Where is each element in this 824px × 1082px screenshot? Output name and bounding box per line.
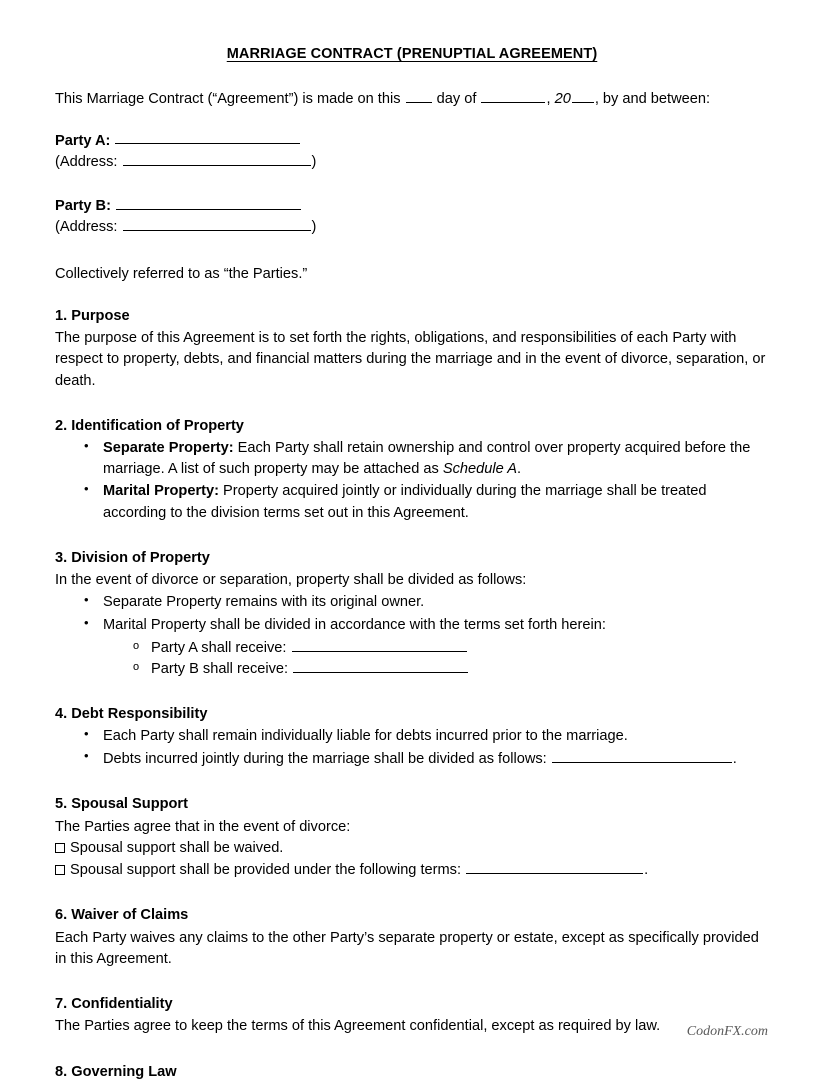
section-identification-of-property — [55, 416, 769, 524]
section-heading-4: 4. Debt Responsibility — [55, 705, 208, 722]
section-heading-1: 1. Purpose — [55, 307, 130, 324]
party-b-block — [55, 195, 769, 238]
list-item — [55, 658, 769, 680]
checkbox-icon[interactable] — [55, 865, 65, 875]
party-b-name-field[interactable] — [116, 195, 301, 210]
spousal-support-terms-label: Spousal support shall be provided under the following terms: — [70, 862, 462, 879]
section-body-1: The purpose of this Agreement is to set forth the rights, obligations, and responsibilities of each Party with respect to property, debts, and financial matters during the marriage and in the event of divorce, separation, or death. — [55, 330, 766, 389]
intro-text-part1: This Marriage Contract (“Agreement”) is made on this — [55, 90, 401, 107]
intro-paragraph — [55, 88, 769, 110]
section-body-6: Each Party waives any claims to the other Party’s separate property or estate, except as specifically provided in this Agreement. — [55, 929, 759, 967]
collective-statement: Collectively referred to as “the Parties.” — [55, 265, 308, 282]
list-item: • Separate Property remains with its original owner. — [55, 592, 769, 613]
section-spousal-support — [55, 794, 769, 881]
party-b-address-close: ) — [311, 219, 317, 236]
checkbox-icon[interactable] — [55, 843, 65, 853]
party-a-receive-field[interactable] — [292, 637, 467, 652]
section-heading-3: 3. Division of Property — [55, 549, 210, 566]
party-a-address-close: ) — [311, 153, 317, 170]
spousal-support-terms-period: . — [644, 862, 649, 879]
list-item — [55, 438, 769, 480]
page-title: MARRIAGE CONTRACT (PRENUPTIAL AGREEMENT) — [226, 46, 598, 62]
section-confidentiality — [55, 994, 769, 1038]
bullet-text-marital-property: Property acquired jointly or individually during the marriage shall be treated according to the division terms set out in this Agreement. — [103, 483, 707, 521]
section-heading-2: 2. Identification of Property — [55, 417, 244, 434]
party-a-name-field[interactable] — [115, 130, 300, 145]
spousal-support-terms-option[interactable] — [55, 859, 769, 881]
party-b-receive-label: Party B shall receive: — [151, 661, 289, 678]
section-waiver-of-claims — [55, 905, 769, 970]
bullet-text-separate-property-end: . — [517, 461, 522, 478]
party-a-label: Party A: — [55, 132, 111, 149]
section-debt-responsibility — [55, 704, 769, 771]
party-a-name-line — [55, 130, 769, 152]
intro-comma: , — [546, 90, 551, 107]
section-governing-law — [55, 1062, 769, 1082]
bullet-text-separate-property: Each Party shall retain ownership and control over property acquired before the marriage. A list of such property may be attached as — [103, 440, 751, 478]
party-a-block — [55, 130, 769, 173]
party-a-address-field[interactable] — [123, 151, 311, 166]
section-heading-6: 6. Waiver of Claims — [55, 907, 189, 924]
intro-text-part4: , by and between: — [594, 90, 711, 107]
watermark: CodonFX.com — [686, 1024, 768, 1039]
debt-bullet-list — [55, 726, 769, 770]
property-bullet-list — [55, 438, 769, 524]
debt-division-period: . — [732, 751, 737, 768]
party-b-receive-field[interactable] — [293, 658, 468, 673]
debt-division-field[interactable] — [552, 748, 732, 763]
debt-division-text: Debts incurred jointly during the marriage shall be divided as follows: — [103, 751, 547, 768]
spousal-support-waived-label: Spousal support shall be waived. — [70, 840, 284, 857]
party-a-address-label: (Address: — [55, 153, 118, 170]
division-subbullet-list — [55, 637, 769, 680]
party-b-label: Party B: — [55, 197, 111, 214]
party-b-address-label: (Address: — [55, 219, 118, 236]
list-item — [55, 481, 769, 523]
bullet-lead-separate-property: Separate Property: — [103, 440, 234, 457]
spousal-support-terms-field[interactable] — [466, 859, 643, 874]
division-bullet-list — [55, 592, 769, 635]
section-division-of-property — [55, 548, 769, 680]
blank-month-field[interactable] — [481, 88, 545, 103]
party-a-address-line — [55, 151, 769, 173]
party-b-address-field[interactable] — [123, 216, 311, 231]
intro-year-prefix: 20 — [554, 90, 571, 107]
section-purpose — [55, 306, 769, 392]
list-item: • Each Party shall remain individually liable for debts incurred prior to the marriage. — [55, 726, 769, 747]
blank-year-field[interactable] — [572, 88, 594, 103]
spousal-support-waived-option[interactable] — [55, 838, 769, 859]
section-heading-8: 8. Governing Law — [55, 1063, 177, 1080]
list-item — [55, 637, 769, 659]
section-body-7: The Parties agree to keep the terms of this Agreement confidential, except as required by law. — [55, 1018, 661, 1035]
list-item — [55, 748, 769, 770]
party-a-receive-label: Party A shall receive: — [151, 639, 287, 656]
blank-day-field[interactable] — [406, 88, 432, 103]
section-body-3: In the event of divorce or separation, property shall be divided as follows: — [55, 572, 527, 589]
intro-text-part2: day of — [436, 90, 477, 107]
section-body-5: The Parties agree that in the event of divorce: — [55, 818, 351, 835]
section-heading-7: 7. Confidentiality — [55, 995, 173, 1012]
bullet-lead-marital-property: Marital Property: — [103, 483, 219, 500]
party-b-address-line — [55, 216, 769, 238]
section-heading-5: 5. Spousal Support — [55, 796, 188, 813]
schedule-a-reference: Schedule A — [442, 461, 517, 478]
party-b-name-line — [55, 195, 769, 217]
list-item: • Marital Property shall be divided in accordance with the terms set forth herein: — [55, 615, 769, 636]
